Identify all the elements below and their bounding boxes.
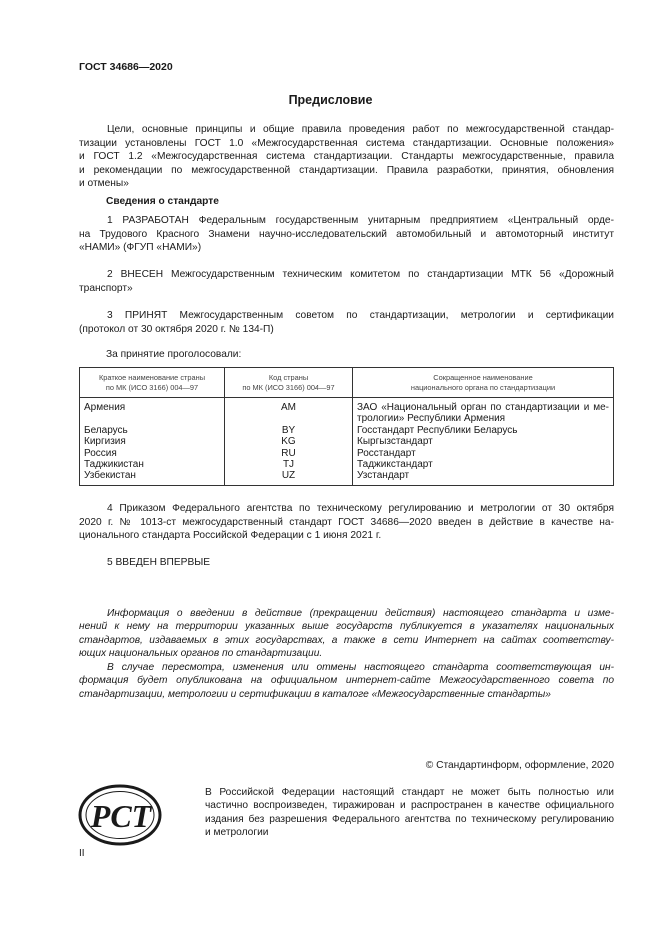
text-line: 1 РАЗРАБОТАН Федеральным государственным унитарным предприятием «Центральный орде- — [107, 215, 614, 226]
table-row — [80, 398, 614, 425]
body-cell: Госстандарт Республики Беларусь — [353, 425, 614, 436]
code-cell: TJ — [225, 459, 353, 470]
text-line: и отмены» — [79, 178, 129, 190]
code-cell: RU — [225, 448, 353, 459]
info-note — [79, 607, 614, 661]
text-line: В случае пересмотра, изменения или отмены настоящего стандарта соответствующая ин- — [107, 662, 614, 673]
document-id: ГОСТ 34686—2020 — [79, 61, 173, 73]
text-line: стандартов, издаваемых в этих государствах, а также в сети Интернет на сайтах соответству- — [79, 634, 614, 646]
text-line: (протокол от 30 октября 2020 г. № 134-П) — [79, 323, 274, 335]
item-introduced — [79, 268, 614, 295]
table-row — [80, 425, 614, 436]
country-cell: Узбекистан — [80, 470, 225, 485]
code-cell: UZ — [225, 470, 353, 485]
item-first-introduced — [79, 556, 614, 570]
section-heading: Сведения о стандарте — [106, 196, 219, 207]
country-cell: Таджикистан — [80, 459, 225, 470]
item-enacted — [79, 502, 614, 543]
text-line: и рекомендации по межгосударственной стандартизации. Правила разработки, принятия, обновления — [79, 164, 614, 176]
text-line: ющих национальных органов по стандартизации. — [79, 648, 323, 660]
country-cell: Армения — [80, 398, 225, 425]
table-row — [80, 436, 614, 447]
column-header-code: Код страны по МК (ИСО 3166) 004—97 — [225, 368, 353, 398]
body-cell: Узстандарт — [353, 470, 614, 485]
text-line: издания без разрешения Федерального агентства по техническому регулированию — [205, 813, 614, 825]
code-cell: AM — [225, 398, 353, 425]
country-cell: Киргизия — [80, 436, 225, 447]
copyright-notice: © Стандартинформ, оформление, 2020 — [425, 760, 614, 771]
text-line: Цели, основные принципы и общие правила проведения работ по межгосударственной стандар- — [107, 124, 614, 135]
page-number: II — [79, 848, 85, 859]
intro-paragraph — [79, 123, 614, 191]
votes-table — [79, 367, 614, 486]
text-line: ционального стандарта Российской Федерации с 1 июня 2021 г. — [79, 530, 382, 542]
country-cell: Беларусь — [80, 425, 225, 436]
item-developed — [79, 214, 614, 255]
code-cell: BY — [225, 425, 353, 436]
text-line: 5 ВВЕДЕН ВПЕРВЫЕ — [107, 557, 211, 568]
country-cell: Россия — [80, 448, 225, 459]
column-header-country: Краткое наименование страны по МК (ИСО 3166) 004—97 — [80, 368, 225, 398]
text-line: формация будет опубликована на официальном интернет-сайте Межгосударственного совета по — [79, 675, 614, 687]
text-line: 2020 г. № 1013-ст межгосударственный стандарт ГОСТ 34686—2020 введен в действие в качестве на- — [79, 516, 614, 528]
body-cell: Кыргызстандарт — [353, 436, 614, 447]
text-line: В Российской Федерации настоящий стандарт не может быть полностью или — [205, 787, 614, 798]
text-line: на Трудового Красного Знамени научно-исследовательский автомобильный и автомоторный институт — [79, 228, 614, 240]
text-line: «НАМИ» (ФГУП «НАМИ») — [79, 242, 202, 254]
text-line: транспорт» — [79, 282, 133, 294]
body-cell: ЗАО «Национальный орган по стандартизации и ме- трологии» Республики Армения — [353, 398, 614, 425]
page-title: Предисловие — [288, 93, 373, 107]
rst-certification-mark-icon — [78, 784, 162, 846]
revision-note — [79, 661, 614, 701]
item-adopted — [79, 309, 614, 336]
body-cell: Росстандарт — [353, 448, 614, 459]
text-line: стандартизации, метрологии и сертификации в каталоге «Межгосударственные стандарты» — [79, 688, 551, 700]
text-line: и ГОСТ 1.2 «Межгосударственная система стандартизации. Стандарты межгосударственные, правила — [79, 151, 614, 163]
table-header-row — [80, 368, 614, 398]
table-row — [80, 470, 614, 485]
logo-lettering: РСТ — [90, 798, 152, 834]
votes-label: За принятие проголосовали: — [106, 349, 242, 360]
text-line: и метрологии — [205, 827, 269, 839]
text-line: частично воспроизведен, тиражирован и распространен в качестве официального — [205, 800, 614, 812]
code-cell: KG — [225, 436, 353, 447]
text-line: тизации установлены ГОСТ 1.0 «Межгосударственная система стандартизации. Основные положения» — [79, 137, 614, 149]
table-row — [80, 459, 614, 470]
column-header-body: Сокращенное наименование национального органа по стандартизации — [353, 368, 614, 398]
table-row — [80, 448, 614, 459]
text-line: 2 ВНЕСЕН Межгосударственным техническим комитетом по стандартизации МТК 56 «Дорожный — [107, 269, 614, 280]
text-line: нений к нему на территории указанных выше государств публикуется в указателях национальных — [79, 621, 614, 633]
text-line: 3 ПРИНЯТ Межгосударственным советом по стандартизации, метрологии и сертификации — [107, 310, 614, 321]
text-line: 4 Приказом Федерального агентства по техническому регулированию и метрологии от 30 октября — [107, 503, 614, 514]
rights-notice — [205, 786, 614, 840]
text-line: Информация о введении в действие (прекращении действия) настоящего стандарта и изме- — [107, 608, 614, 619]
body-cell: Таджикстандарт — [353, 459, 614, 470]
